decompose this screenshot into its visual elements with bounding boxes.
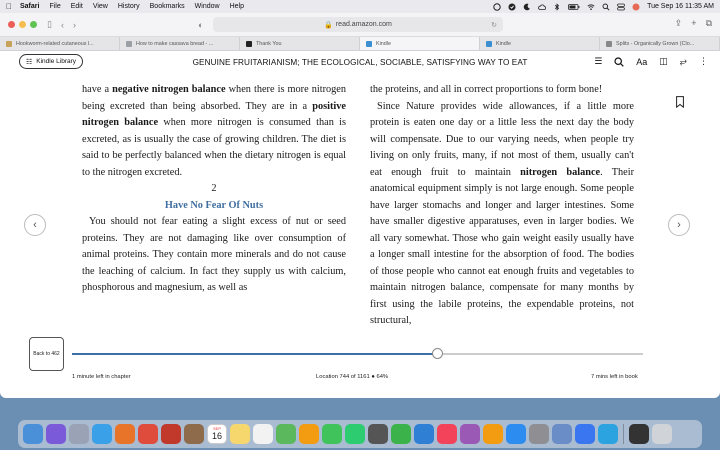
tab-6[interactable] — [600, 37, 720, 50]
library-icon: ☷ — [26, 58, 33, 66]
search-icon[interactable] — [614, 57, 624, 67]
chevron-right-icon: › — [677, 219, 681, 231]
toolbar-right — [675, 18, 712, 29]
tab-label: How to make cassava bread - ... — [136, 40, 214, 47]
kindle-library-label: Kindle Library — [36, 58, 77, 65]
back-icon[interactable]: ‹ — [60, 19, 64, 30]
paragraph: the proteins, and all in correct proportions to form bone! — [370, 84, 603, 95]
menu-view[interactable]: View — [86, 3, 102, 10]
clock[interactable]: Tue Sep 16 11:35 AM — [647, 3, 714, 10]
browser-toolbar — [0, 13, 720, 37]
bold-term: positive nitrogen balance — [82, 100, 346, 128]
bluetooth-icon[interactable] — [553, 3, 561, 11]
dot-separator: ● — [371, 374, 377, 380]
book-time-left: 7 mins left in book — [591, 374, 638, 380]
tab-4[interactable] — [360, 37, 480, 50]
chapter-time-left: 1 minute left in chapter — [72, 374, 131, 380]
maps-icon[interactable] — [276, 424, 296, 444]
messages-icon[interactable] — [322, 424, 342, 444]
previous-page-button[interactable] — [24, 214, 46, 236]
address-bar[interactable] — [213, 17, 503, 32]
minimize-window-button[interactable] — [19, 21, 26, 28]
firefox-icon[interactable] — [115, 424, 135, 444]
menu-edit[interactable]: Edit — [64, 3, 77, 10]
new-tab-icon[interactable]: + — [691, 18, 697, 28]
text-run: Since Nature provides wide allowances, if a little more protein is eaten one day or a little less the next day the body will compensate. Due to our varying needs, when people try living on only fruits, many, if not most of them, usually can't eat enough fruit to maintain — [370, 100, 634, 178]
tab-1[interactable] — [0, 37, 120, 50]
telegram-icon[interactable] — [598, 424, 618, 444]
reader-header — [0, 51, 720, 72]
text-run: when more nitrogen is consumed than is excreted, as is usually the case of growing children. The diet is said to be perfectly balanced when the dietary nitrogen is equal to the nitrogen excreted. — [82, 117, 346, 178]
close-window-button[interactable] — [8, 21, 15, 28]
fullscreen-icon[interactable]: ⥂ — [679, 56, 687, 66]
tab-label: Kindle — [496, 40, 511, 47]
menu-file[interactable]: File — [43, 3, 55, 10]
section-heading: Have No Fear Of Nuts — [164, 199, 264, 211]
calendar-icon[interactable] — [207, 424, 227, 444]
reminders-icon[interactable] — [253, 424, 273, 444]
launchpad-icon[interactable] — [69, 424, 89, 444]
siri-icon[interactable] — [46, 424, 66, 444]
menu-bookmarks[interactable]: Bookmarks — [143, 3, 179, 10]
privacy-shield-icon[interactable]: ◐ — [198, 20, 204, 30]
dock — [18, 420, 702, 448]
share-icon[interactable]: ⇪ — [674, 18, 683, 28]
notes-icon[interactable] — [230, 424, 250, 444]
book-title: GENUINE FRUITARIANISM; THE ECOLOGICAL, SOCIABLE, SATISFYING WAY TO EAT — [192, 58, 528, 67]
progress-slider[interactable] — [72, 353, 643, 355]
sidebar-toggle-icon[interactable]: ▯ — [47, 19, 52, 29]
control-center-icon[interactable] — [617, 3, 625, 11]
forward-icon[interactable]: › — [72, 19, 76, 30]
tab-5[interactable] — [480, 37, 600, 50]
font-settings-button[interactable]: Aa — [636, 56, 648, 67]
kindle-favicon — [366, 41, 372, 47]
system-settings-icon[interactable] — [529, 424, 549, 444]
book-page — [0, 82, 720, 357]
moon-icon[interactable] — [523, 3, 531, 11]
tab-2[interactable] — [120, 37, 240, 50]
bold-term: nitrogen balance — [520, 166, 601, 178]
paragraph — [82, 82, 346, 181]
spotlight-icon[interactable] — [602, 3, 610, 11]
reload-icon[interactable]: ↻ — [491, 21, 497, 29]
amazon-favicon — [246, 41, 252, 47]
tab-favicon — [6, 41, 12, 47]
signal-icon[interactable] — [575, 424, 595, 444]
progress-fill — [72, 353, 437, 355]
paragraph: You should not fear eating a slight excess of nut or seed proteins. They are not damaging like over consumption of animal proteins. They contain more minerals and do not cause the leaching of calcium. In fact they supply us with calcium, phosphorous and magnesium, as well as — [82, 216, 346, 293]
right-column — [370, 82, 634, 330]
apple-icon[interactable] — [6, 2, 12, 11]
facetime-icon[interactable] — [345, 424, 365, 444]
photos-icon[interactable] — [299, 424, 319, 444]
lock-icon: 🔒 — [324, 21, 333, 29]
window-controls — [8, 21, 37, 28]
cloud-icon[interactable] — [538, 3, 546, 11]
url-text: read.amazon.com — [335, 21, 392, 28]
text-run: . Their anatomical equipment simply is not large enough. Some people have larger stomachs and longer and larger intestines. Some have smaller digestive apparatuses, even in larger bodies. We all vary somewhat. Those who gain weight easily usually have a longer small intestine for the absorption of food. The bodies of those people who cannot eat enough fruits and vegetables to maintain nitrogen balance, compensate for many months by first using the labile proteins, the expendable proteins, not structural, — [370, 166, 635, 326]
text-run: have a — [82, 84, 113, 95]
next-page-button[interactable] — [668, 214, 690, 236]
music-app-icon[interactable] — [368, 424, 388, 444]
progress-thumb[interactable] — [432, 348, 443, 359]
dock-separator — [623, 424, 624, 444]
numbers-icon[interactable] — [391, 424, 411, 444]
chevron-left-icon: ‹ — [33, 219, 37, 231]
percent-read: 64% — [376, 374, 389, 380]
table-of-contents-icon[interactable]: ☰ — [594, 56, 603, 66]
text-run: when there is more nitrogen being excreted than being absorbed. They are in a — [82, 84, 347, 112]
zoom-window-button[interactable] — [30, 21, 37, 28]
kindle-icon[interactable] — [629, 424, 649, 444]
tab-favicon — [126, 41, 132, 47]
location-text: Location 744 of 1161 — [316, 374, 370, 380]
tab-3[interactable] — [240, 37, 360, 50]
left-column — [82, 82, 346, 297]
paragraph — [370, 99, 634, 330]
podcasts-icon[interactable] — [460, 424, 480, 444]
chrome-icon[interactable] — [138, 424, 158, 444]
calendar-month: SEP — [212, 426, 221, 431]
menu-help[interactable]: Help — [223, 3, 238, 10]
back-to-location-button[interactable]: Back to 462 — [29, 337, 64, 371]
tab-overview-icon[interactable]: ⧉ — [705, 18, 712, 28]
bold-term: negative nitrogen balance — [112, 84, 226, 95]
menu-window[interactable]: Window — [188, 3, 214, 10]
calendar-day: 16 — [211, 431, 222, 441]
books-icon[interactable] — [483, 424, 503, 444]
notes-app-icon[interactable] — [184, 424, 204, 444]
tab-favicon — [606, 41, 612, 47]
safari-icon[interactable] — [92, 424, 112, 444]
notebook-icon[interactable]: ◫ — [659, 56, 668, 66]
menu-bar — [0, 0, 720, 13]
music-icon[interactable] — [437, 424, 457, 444]
menu-app-name[interactable]: Safari — [14, 3, 34, 10]
more-options-icon[interactable]: ⋮ — [699, 56, 708, 66]
tab-label: Splits - Organically Grown (Clo... — [616, 40, 695, 47]
finder-icon[interactable] — [23, 424, 43, 444]
wifi-icon[interactable] — [587, 3, 595, 11]
vpn-icon[interactable] — [508, 3, 516, 11]
user-icon[interactable] — [632, 3, 640, 11]
reader-toolbar — [594, 56, 708, 67]
reader-footer — [0, 335, 720, 385]
tab-label: Kindle — [376, 40, 391, 47]
tab-label: Thank You — [256, 40, 282, 47]
tab-label: Hookworm-related cutaneous l... — [16, 40, 94, 47]
tab-bar — [0, 37, 720, 51]
battery-icon[interactable] — [568, 3, 580, 11]
kindle-favicon — [486, 41, 492, 47]
menu-extras — [493, 3, 714, 11]
page-number: 2 — [211, 183, 217, 194]
location-indicator — [316, 374, 388, 380]
photo-booth-icon[interactable] — [161, 424, 181, 444]
app-store-icon[interactable] — [506, 424, 526, 444]
menu-history[interactable]: History — [111, 3, 134, 10]
status-app-icon[interactable] — [493, 3, 501, 11]
preview-icon[interactable] — [552, 424, 572, 444]
trash-icon[interactable] — [652, 424, 672, 444]
keynote-icon[interactable] — [414, 424, 434, 444]
